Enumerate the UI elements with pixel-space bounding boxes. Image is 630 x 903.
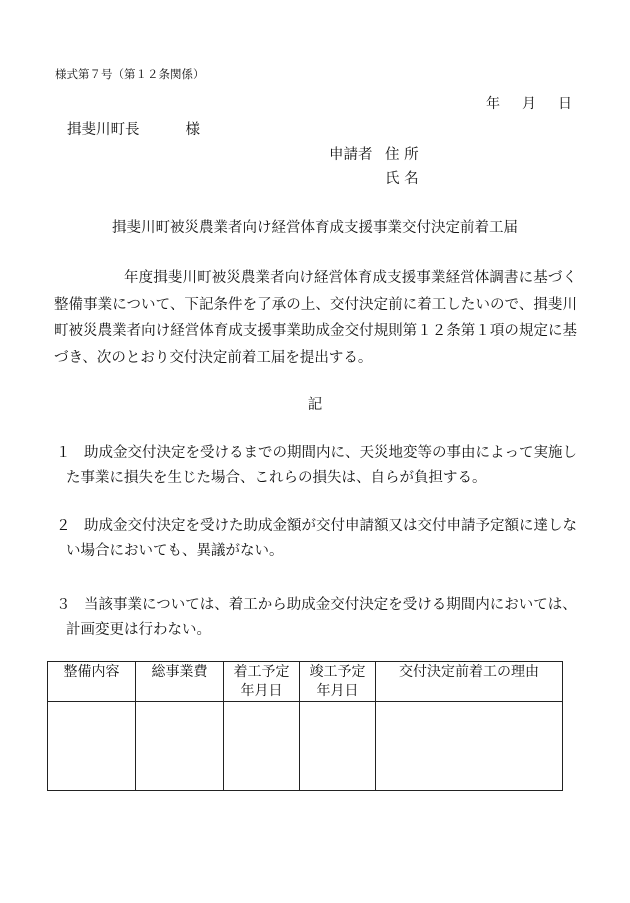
applicant-address-label: 住 所 — [385, 147, 419, 163]
cell-reason[interactable] — [376, 702, 563, 791]
date-year-label: 年 — [486, 96, 500, 112]
addressee-name: 揖斐川町長 — [67, 122, 140, 138]
clause-text-line1: 当該事業については、着工から助成金交付決定を受ける期間内においては、 — [84, 597, 577, 613]
table-header-row — [48, 662, 563, 702]
addressee-honorific: 様 — [185, 122, 200, 138]
clause-number: ３ — [56, 597, 71, 613]
clause-text-line2: い場合においても、異議がない。 — [66, 543, 284, 559]
body-paragraph: 年度揖斐川町被災農業者向け経営体育成支援事業経営体調書に基づく整備事業について、下記条件を了承の上、交付決定前に着工したいので、揖斐川町被災農業者向け経営体育成支援事業助成金交付規則第１２条第１項の規定に基づき、次のとおり交付決定前着工届を提出する。 — [54, 270, 577, 366]
clause-2 — [56, 514, 578, 564]
applicant-address-row — [329, 143, 419, 164]
applicant-label: 申請者 — [329, 147, 373, 163]
header-reason: 交付決定前着工の理由 — [376, 662, 563, 702]
table-row — [48, 702, 563, 791]
date-line — [486, 93, 572, 113]
date-month-label: 月 — [522, 96, 536, 112]
ki-heading: 記 — [307, 397, 323, 413]
document-title: 揖斐川町被災農業者向け経営体育成支援事業交付決定前着工届 — [112, 220, 518, 236]
date-day-label: 日 — [558, 96, 572, 112]
applicant-name-label: 氏 名 — [385, 171, 419, 187]
cell-total-cost[interactable] — [136, 702, 224, 791]
form-number: 様式第７号（第１２条関係） — [55, 67, 205, 81]
clause-number: １ — [56, 445, 71, 461]
cell-start-date[interactable] — [224, 702, 300, 791]
header-content: 整備内容 — [48, 662, 136, 702]
cell-content[interactable] — [48, 702, 136, 791]
clause-text-line1: 助成金交付決定を受けるまでの期間内に、天災地変等の事由によって実施し — [84, 445, 577, 461]
header-completion-date: 竣工予定 年月日 — [300, 662, 376, 702]
clause-text-line2: た事業に損失を生じた場合、これらの損失は、自らが負担する。 — [66, 470, 487, 486]
clause-1 — [56, 441, 578, 491]
addressee — [67, 118, 200, 139]
cell-completion-date[interactable] — [300, 702, 376, 791]
header-total-cost: 総事業費 — [136, 662, 224, 702]
applicant-name-row — [385, 167, 419, 188]
clause-text-line1: 助成金交付決定を受けた助成金額が交付申請額又は交付申請予定額に達しな — [84, 518, 577, 534]
header-start-date: 着工予定 年月日 — [224, 662, 300, 702]
clause-number: ２ — [56, 518, 71, 534]
construction-table — [47, 661, 563, 791]
clause-3 — [56, 593, 578, 643]
clause-text-line2: 計画変更は行わない。 — [66, 622, 211, 638]
